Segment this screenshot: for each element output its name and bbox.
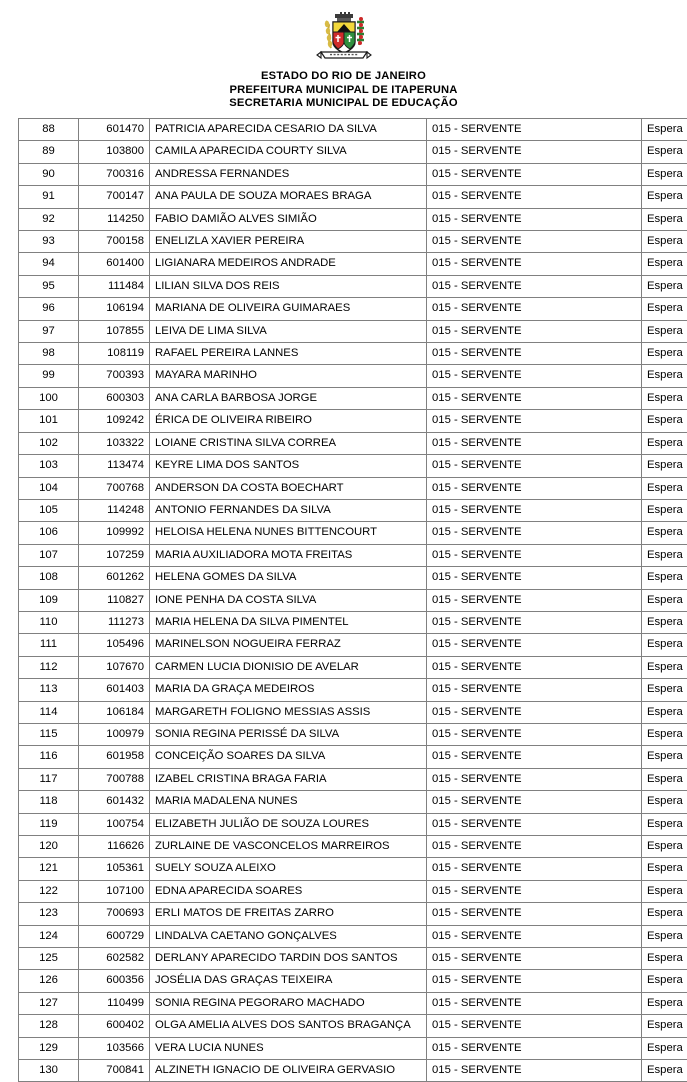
row-registration-number: 600356 [79,970,150,992]
row-sequence-number: 118 [19,791,79,813]
table-row [19,1037,687,1059]
table-row [19,410,687,432]
heading-line-state: ESTADO DO RIO DE JANEIRO [0,70,687,84]
row-sequence-number: 126 [19,970,79,992]
row-registration-number: 700316 [79,163,150,185]
table-row [19,320,687,342]
table-row [19,656,687,678]
row-position-title: 015 - SERVENTE [427,432,642,454]
row-registration-number: 601432 [79,791,150,813]
row-status: Espera [642,836,687,858]
row-registration-number: 111484 [79,275,150,297]
row-position-title: 015 - SERVENTE [427,768,642,790]
row-registration-number: 601400 [79,253,150,275]
row-registration-number: 600303 [79,387,150,409]
row-position-title: 015 - SERVENTE [427,791,642,813]
row-position-title: 015 - SERVENTE [427,813,642,835]
roster-table [18,118,687,1082]
row-person-name: MARIA AUXILIADORA MOTA FREITAS [150,544,427,566]
row-status: Espera [642,791,687,813]
row-sequence-number: 93 [19,231,79,253]
row-position-title: 015 - SERVENTE [427,1015,642,1037]
row-sequence-number: 122 [19,880,79,902]
row-sequence-number: 120 [19,836,79,858]
table-row [19,948,687,970]
row-sequence-number: 111 [19,634,79,656]
row-status: Espera [642,746,687,768]
row-position-title: 015 - SERVENTE [427,992,642,1014]
row-sequence-number: 89 [19,141,79,163]
table-row [19,992,687,1014]
row-position-title: 015 - SERVENTE [427,499,642,521]
row-sequence-number: 129 [19,1037,79,1059]
row-position-title: 015 - SERVENTE [427,589,642,611]
row-person-name: FABIO DAMIÃO ALVES SIMIÃO [150,208,427,230]
row-position-title: 015 - SERVENTE [427,679,642,701]
row-person-name: KEYRE LIMA DOS SANTOS [150,455,427,477]
row-status: Espera [642,611,687,633]
row-registration-number: 110499 [79,992,150,1014]
row-status: Espera [642,343,687,365]
row-registration-number: 106194 [79,298,150,320]
row-sequence-number: 92 [19,208,79,230]
row-registration-number: 103322 [79,432,150,454]
row-sequence-number: 115 [19,723,79,745]
table-row [19,477,687,499]
row-status: Espera [642,723,687,745]
row-position-title: 015 - SERVENTE [427,522,642,544]
row-person-name: JOSÉLIA DAS GRAÇAS TEIXEIRA [150,970,427,992]
table-row [19,970,687,992]
row-person-name: LOIANE CRISTINA SILVA CORREA [150,432,427,454]
row-registration-number: 105496 [79,634,150,656]
row-sequence-number: 107 [19,544,79,566]
row-person-name: LEIVA DE LIMA SILVA [150,320,427,342]
row-position-title: 015 - SERVENTE [427,611,642,633]
row-status: Espera [642,903,687,925]
table-row [19,499,687,521]
row-sequence-number: 108 [19,567,79,589]
row-position-title: 015 - SERVENTE [427,343,642,365]
row-position-title: 015 - SERVENTE [427,948,642,970]
row-sequence-number: 127 [19,992,79,1014]
row-sequence-number: 113 [19,679,79,701]
table-row [19,880,687,902]
row-registration-number: 114248 [79,499,150,521]
row-registration-number: 700147 [79,186,150,208]
row-person-name: ANA PAULA DE SOUZA MORAES BRAGA [150,186,427,208]
row-status: Espera [642,768,687,790]
table-row [19,455,687,477]
row-status: Espera [642,701,687,723]
row-status: Espera [642,925,687,947]
organization-heading [0,70,687,111]
row-person-name: PATRICIA APARECIDA CESARIO DA SILVA [150,119,427,141]
row-status: Espera [642,455,687,477]
table-row [19,141,687,163]
row-status: Espera [642,813,687,835]
row-registration-number: 107100 [79,880,150,902]
row-sequence-number: 105 [19,499,79,521]
row-sequence-number: 128 [19,1015,79,1037]
row-status: Espera [642,970,687,992]
row-person-name: SONIA REGINA PEGORARO MACHADO [150,992,427,1014]
row-registration-number: 106184 [79,701,150,723]
row-status: Espera [642,387,687,409]
row-registration-number: 700393 [79,365,150,387]
row-person-name: MARIA MADALENA NUNES [150,791,427,813]
table-row [19,544,687,566]
row-sequence-number: 130 [19,1060,79,1082]
row-sequence-number: 112 [19,656,79,678]
table-row [19,1015,687,1037]
row-status: Espera [642,275,687,297]
row-position-title: 015 - SERVENTE [427,477,642,499]
row-person-name: MARINELSON NOGUEIRA FERRAZ [150,634,427,656]
table-row [19,813,687,835]
row-registration-number: 602582 [79,948,150,970]
row-registration-number: 601403 [79,679,150,701]
row-person-name: IONE PENHA DA COSTA SILVA [150,589,427,611]
table-row [19,365,687,387]
row-sequence-number: 110 [19,611,79,633]
table-row [19,589,687,611]
row-person-name: HELENA GOMES DA SILVA [150,567,427,589]
table-row [19,836,687,858]
row-person-name: VERA LUCIA NUNES [150,1037,427,1059]
table-row [19,432,687,454]
row-status: Espera [642,880,687,902]
row-position-title: 015 - SERVENTE [427,903,642,925]
row-registration-number: 601958 [79,746,150,768]
row-position-title: 015 - SERVENTE [427,208,642,230]
row-person-name: DERLANY APARECIDO TARDIN DOS SANTOS [150,948,427,970]
row-registration-number: 110827 [79,589,150,611]
row-registration-number: 700158 [79,231,150,253]
row-person-name: MARIA HELENA DA SILVA PIMENTEL [150,611,427,633]
row-position-title: 015 - SERVENTE [427,163,642,185]
table-row [19,567,687,589]
row-status: Espera [642,634,687,656]
table-row [19,387,687,409]
row-sequence-number: 101 [19,410,79,432]
roster-table-container [18,118,670,1082]
row-position-title: 015 - SERVENTE [427,275,642,297]
row-sequence-number: 103 [19,455,79,477]
table-row [19,119,687,141]
row-person-name: ANDERSON DA COSTA BOECHART [150,477,427,499]
row-position-title: 015 - SERVENTE [427,320,642,342]
row-person-name: SONIA REGINA PERISSÉ DA SILVA [150,723,427,745]
row-position-title: 015 - SERVENTE [427,723,642,745]
row-status: Espera [642,1060,687,1082]
table-row [19,611,687,633]
row-status: Espera [642,948,687,970]
row-position-title: 015 - SERVENTE [427,858,642,880]
table-row [19,253,687,275]
row-sequence-number: 88 [19,119,79,141]
row-status: Espera [642,231,687,253]
row-person-name: CARMEN LUCIA DIONISIO DE AVELAR [150,656,427,678]
row-position-title: 015 - SERVENTE [427,298,642,320]
coat-of-arms-icon [313,12,375,62]
table-row [19,298,687,320]
table-row [19,275,687,297]
row-position-title: 015 - SERVENTE [427,365,642,387]
row-status: Espera [642,589,687,611]
table-row [19,679,687,701]
row-position-title: 015 - SERVENTE [427,186,642,208]
row-person-name: EDNA APARECIDA SOARES [150,880,427,902]
row-registration-number: 600729 [79,925,150,947]
row-registration-number: 601262 [79,567,150,589]
row-status: Espera [642,141,687,163]
row-person-name: IZABEL CRISTINA BRAGA FARIA [150,768,427,790]
row-sequence-number: 117 [19,768,79,790]
table-row [19,231,687,253]
row-position-title: 015 - SERVENTE [427,410,642,432]
row-registration-number: 100754 [79,813,150,835]
row-status: Espera [642,119,687,141]
row-registration-number: 108119 [79,343,150,365]
row-registration-number: 103800 [79,141,150,163]
row-sequence-number: 91 [19,186,79,208]
table-row [19,723,687,745]
table-row [19,925,687,947]
row-registration-number: 600402 [79,1015,150,1037]
row-status: Espera [642,1037,687,1059]
row-position-title: 015 - SERVENTE [427,701,642,723]
row-sequence-number: 123 [19,903,79,925]
row-registration-number: 700693 [79,903,150,925]
row-person-name: LIGIANARA MEDEIROS ANDRADE [150,253,427,275]
row-sequence-number: 100 [19,387,79,409]
row-person-name: CAMILA APARECIDA COURTY SILVA [150,141,427,163]
row-person-name: LILIAN SILVA DOS REIS [150,275,427,297]
row-registration-number: 109242 [79,410,150,432]
row-status: Espera [642,679,687,701]
row-registration-number: 114250 [79,208,150,230]
table-row [19,701,687,723]
row-status: Espera [642,432,687,454]
row-person-name: MARIA DA GRAÇA MEDEIROS [150,679,427,701]
row-registration-number: 700768 [79,477,150,499]
row-position-title: 015 - SERVENTE [427,544,642,566]
row-person-name: ANDRESSA FERNANDES [150,163,427,185]
row-sequence-number: 99 [19,365,79,387]
row-position-title: 015 - SERVENTE [427,567,642,589]
table-row [19,634,687,656]
row-person-name: MARGARETH FOLIGNO MESSIAS ASSIS [150,701,427,723]
row-status: Espera [642,163,687,185]
row-sequence-number: 94 [19,253,79,275]
row-position-title: 015 - SERVENTE [427,141,642,163]
row-status: Espera [642,992,687,1014]
row-status: Espera [642,298,687,320]
row-position-title: 015 - SERVENTE [427,253,642,275]
row-person-name: CONCEIÇÃO SOARES DA SILVA [150,746,427,768]
row-person-name: ANA CARLA BARBOSA JORGE [150,387,427,409]
table-row [19,1060,687,1082]
table-row [19,163,687,185]
row-position-title: 015 - SERVENTE [427,119,642,141]
row-position-title: 015 - SERVENTE [427,1037,642,1059]
row-registration-number: 109992 [79,522,150,544]
row-status: Espera [642,477,687,499]
row-person-name: ENELIZLA XAVIER PEREIRA [150,231,427,253]
row-sequence-number: 125 [19,948,79,970]
row-sequence-number: 124 [19,925,79,947]
row-position-title: 015 - SERVENTE [427,656,642,678]
table-row [19,343,687,365]
table-row [19,791,687,813]
row-status: Espera [642,656,687,678]
row-sequence-number: 96 [19,298,79,320]
row-status: Espera [642,499,687,521]
row-person-name: ELIZABETH JULIÃO DE SOUZA LOURES [150,813,427,835]
row-person-name: MAYARA MARINHO [150,365,427,387]
row-registration-number: 111273 [79,611,150,633]
row-sequence-number: 90 [19,163,79,185]
row-registration-number: 113474 [79,455,150,477]
table-row [19,522,687,544]
row-registration-number: 107855 [79,320,150,342]
row-sequence-number: 97 [19,320,79,342]
row-person-name: ÉRICA DE OLIVEIRA RIBEIRO [150,410,427,432]
table-row [19,186,687,208]
row-status: Espera [642,208,687,230]
row-registration-number: 100979 [79,723,150,745]
row-registration-number: 103566 [79,1037,150,1059]
row-status: Espera [642,1015,687,1037]
row-status: Espera [642,858,687,880]
row-person-name: SUELY SOUZA ALEIXO [150,858,427,880]
row-registration-number: 107259 [79,544,150,566]
row-status: Espera [642,253,687,275]
row-status: Espera [642,186,687,208]
row-person-name: ZURLAINE DE VASCONCELOS MARREIROS [150,836,427,858]
row-registration-number: 107670 [79,656,150,678]
row-status: Espera [642,522,687,544]
row-sequence-number: 121 [19,858,79,880]
row-person-name: MARIANA DE OLIVEIRA GUIMARAES [150,298,427,320]
row-status: Espera [642,320,687,342]
table-row [19,858,687,880]
row-position-title: 015 - SERVENTE [427,925,642,947]
row-position-title: 015 - SERVENTE [427,231,642,253]
row-sequence-number: 102 [19,432,79,454]
row-registration-number: 700841 [79,1060,150,1082]
row-person-name: ALZINETH IGNACIO DE OLIVEIRA GERVASIO [150,1060,427,1082]
row-sequence-number: 119 [19,813,79,835]
row-registration-number: 105361 [79,858,150,880]
row-person-name: HELOISA HELENA NUNES BITTENCOURT [150,522,427,544]
row-sequence-number: 95 [19,275,79,297]
row-position-title: 015 - SERVENTE [427,880,642,902]
row-status: Espera [642,365,687,387]
row-sequence-number: 98 [19,343,79,365]
row-sequence-number: 106 [19,522,79,544]
row-person-name: ANTONIO FERNANDES DA SILVA [150,499,427,521]
row-status: Espera [642,410,687,432]
table-row [19,903,687,925]
row-status: Espera [642,567,687,589]
heading-line-department: SECRETARIA MUNICIPAL DE EDUCAÇÃO [0,97,687,111]
heading-line-city-hall: PREFEITURA MUNICIPAL DE ITAPERUNA [0,84,687,98]
row-position-title: 015 - SERVENTE [427,387,642,409]
row-position-title: 015 - SERVENTE [427,746,642,768]
row-registration-number: 116626 [79,836,150,858]
row-registration-number: 700788 [79,768,150,790]
table-row [19,746,687,768]
roster-table-body [19,119,687,1082]
row-position-title: 015 - SERVENTE [427,836,642,858]
document-header [0,0,687,111]
row-position-title: 015 - SERVENTE [427,970,642,992]
table-row [19,208,687,230]
row-position-title: 015 - SERVENTE [427,1060,642,1082]
row-sequence-number: 114 [19,701,79,723]
row-sequence-number: 109 [19,589,79,611]
row-sequence-number: 116 [19,746,79,768]
row-status: Espera [642,544,687,566]
row-person-name: ERLI MATOS DE FREITAS ZARRO [150,903,427,925]
row-sequence-number: 104 [19,477,79,499]
table-row [19,768,687,790]
row-registration-number: 601470 [79,119,150,141]
row-position-title: 015 - SERVENTE [427,634,642,656]
row-person-name: LINDALVA CAETANO GONÇALVES [150,925,427,947]
row-person-name: RAFAEL PEREIRA LANNES [150,343,427,365]
row-position-title: 015 - SERVENTE [427,455,642,477]
row-person-name: OLGA AMELIA ALVES DOS SANTOS BRAGANÇA [150,1015,427,1037]
